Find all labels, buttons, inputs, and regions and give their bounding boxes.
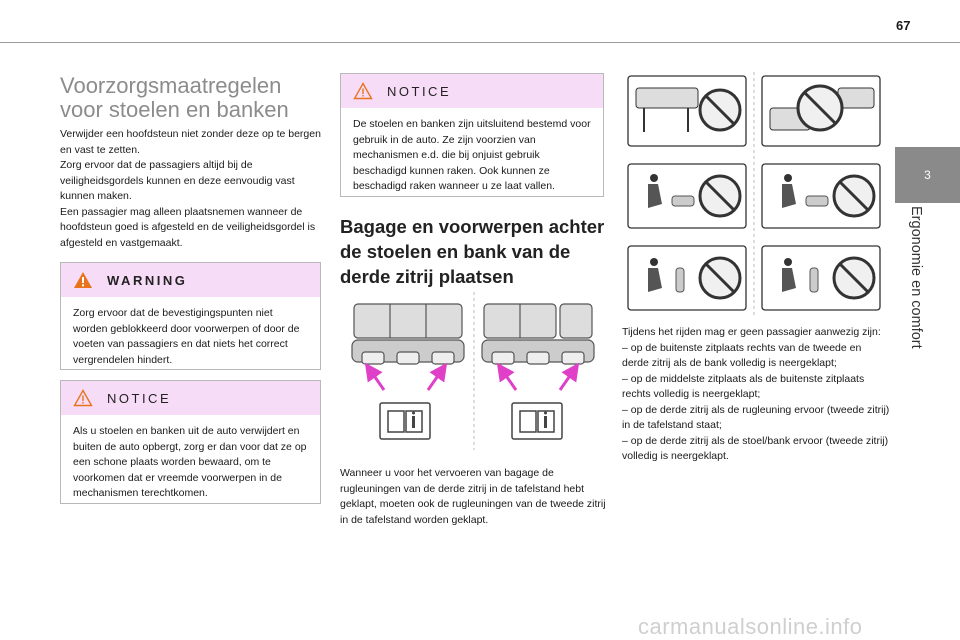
footer-watermark: carmanualsonline.info	[638, 614, 863, 639]
warning-header	[61, 263, 320, 297]
bench-left	[352, 304, 464, 364]
manual-icon-right	[512, 403, 562, 439]
notice-header	[61, 381, 320, 415]
warning-icon	[73, 271, 93, 289]
section1-title: Voorzorgsmaatregelen voor stoelen en banken	[60, 73, 289, 122]
bench-right	[482, 304, 594, 364]
section3-intro: Tijdens het rijden mag er geen passagier aanwezig zijn:	[622, 326, 881, 338]
manual-icon-left	[380, 403, 430, 439]
page-number: 67	[896, 18, 911, 33]
illustration-panel	[628, 76, 746, 146]
illustration-panel	[628, 164, 746, 228]
illustration-panel	[762, 164, 880, 228]
section3-body	[622, 325, 890, 465]
notice-box	[60, 380, 321, 504]
warning-text: Zorg ervoor dat de bevestigingspunten niet worden geblokkeerd door voorwerpen of door de voeten van passagiers en dat niets het correct vergrendelen hindert.	[73, 307, 300, 366]
section2-title: Bagage en voorwerpen achter de stoelen en bank van de derde zitrij plaatsen	[340, 216, 605, 287]
section1-paragraph: Zorg ervoor dat de passagiers altijd bij de veiligheidsgordels kunnen en deze eenvoudig vast kunnen maken.	[60, 159, 295, 202]
section3-item: – op de derde zitrij als de rugleuning ervoor (tweede zitrij) in de tafelstand staat;	[622, 403, 890, 431]
notice-icon	[353, 82, 373, 100]
chapter-tab[interactable]	[895, 147, 960, 203]
notice-box	[340, 73, 604, 197]
illustration-panel	[762, 246, 880, 310]
section3-item: – op de middelste zitplaats als de buitenste zitplaats rechts volledig is neergeklapt;	[622, 372, 865, 400]
notice-header	[341, 74, 603, 108]
section3-item: – op de buitenste zitplaats rechts van de tweede en derde zitrij als de bank volledig is neergeklapt;	[622, 341, 862, 369]
notice-label: NOTICE	[107, 390, 172, 406]
section3-item: – op de derde zitrij als de stoel/bank ervoor (tweede zitrij) volledig is neergeklapt.	[622, 434, 889, 462]
notice-icon	[73, 389, 93, 407]
warning-box	[60, 262, 321, 370]
section1-paragraph: Verwijder een hoofdsteun niet zonder deze op te bergen en vast te zetten.	[60, 128, 321, 156]
notice-text: De stoelen en banken zijn uitsluitend bestemd voor gebruik in de auto. Ze zijn voorzien van mechanismen e.d. die bij onjuist gebruik beschadigd kunnen raken. Ook kunnen ze beschadigd raken wanneer u ze laat vallen.	[353, 118, 591, 192]
notice-text: Als u stoelen en banken uit de auto verwijdert en buiten de auto opbergt, zorg er dan voor dat ze op een schone plaats worden bewaard, om te voorkomen dat er vreemde voorwerpen in de mechanismen terechtkomen.	[73, 425, 307, 499]
section2-text: Wanneer u voor het vervoeren van bagage de rugleuningen van de derde zitrij in de tafelstand hebt geklapt, moeten ook de rugleuningen van de tweede zitrij in de tafelstand worden geklapt.	[340, 467, 606, 526]
chapter-title: Ergonomie en comfort	[908, 206, 924, 349]
warning-label: WARNING	[107, 272, 188, 288]
header-rule	[0, 42, 960, 43]
section1-paragraph: Een passagier mag alleen plaatsnemen wanneer de hoofdsteun goed is afgesteld en de veiligheidsgordel is afgesteld en vastgemaakt.	[60, 205, 316, 249]
seat-table-mode-illustration	[340, 290, 608, 455]
section1-body	[60, 127, 325, 251]
no-passenger-illustrations	[624, 72, 888, 318]
chapter-number: 3	[924, 168, 931, 182]
illustration-panel	[762, 76, 880, 146]
illustration-panel	[628, 246, 746, 310]
notice-label: NOTICE	[387, 83, 452, 99]
